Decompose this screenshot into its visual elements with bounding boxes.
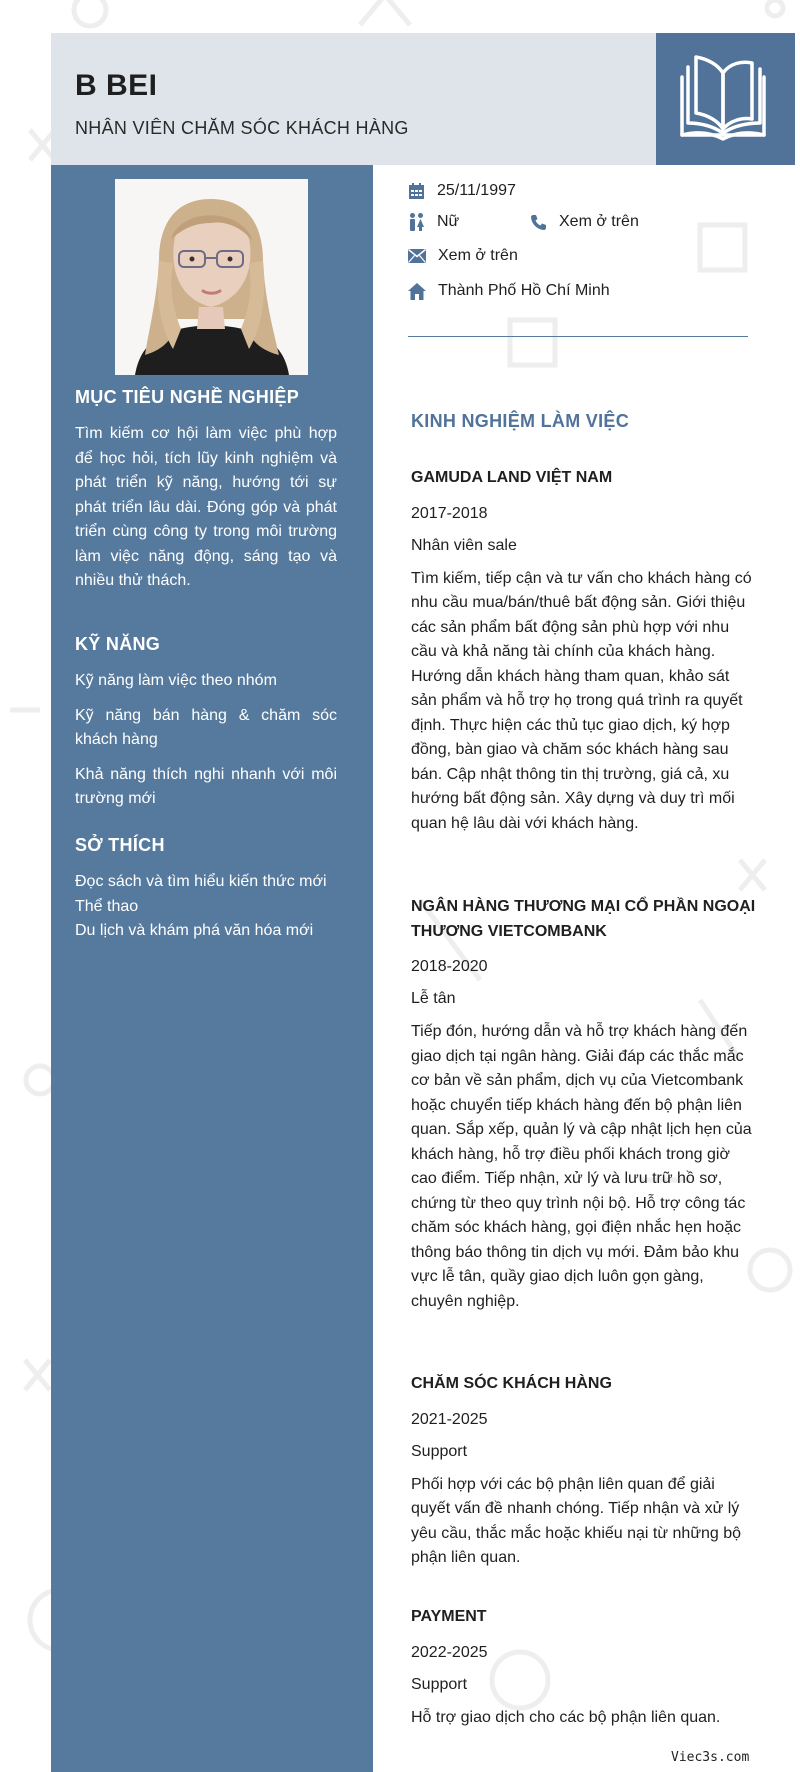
job-title: NHÂN VIÊN CHĂM SÓC KHÁCH HÀNG xyxy=(75,118,409,138)
phone-icon xyxy=(530,214,547,231)
birthday-row xyxy=(408,179,516,203)
hobbies-section xyxy=(75,835,337,944)
job-description: Tiếp đón, hướng dẫn và hỗ trợ khách hàng đến giao dịch tại ngân hàng. Giải đáp các thắc mắc cơ bản về sản phẩm, dịch vụ của Vietcombank hoặc chuyển tiếp khách hàng đến bộ phận liên quan. Sắp xếp, quản lý và cập nhật lịch hẹn của khách hàng, hỗ trợ điều phối khách trong giờ cao điểm. Tiếp nhận, xử lý và lưu trữ hồ sơ, chứng từ theo quy trình nội bộ. Hỗ trợ công tác chăm sóc khách hàng, gọi điện nhắc hẹn hoặc thông báo thông tin dịch vụ mới. Đảm bảo khu vực lễ tân, quầy giao dịch luôn gọn gàng, chuyên nghiệp. xyxy=(411,1023,752,1310)
phone-value: Xem ở trên xyxy=(559,213,639,230)
job-role: Lễ tân xyxy=(411,990,456,1007)
skill-item: Kỹ năng làm việc theo nhóm xyxy=(75,672,277,689)
resume-page xyxy=(51,33,795,1772)
phone-row xyxy=(530,210,639,234)
objective-section xyxy=(75,387,337,594)
home-icon xyxy=(408,283,426,300)
job-role: Support xyxy=(411,1442,468,1460)
calendar-icon xyxy=(408,183,425,200)
hobby-item: Đọc sách và tìm hiểu kiến thức mới xyxy=(75,873,327,890)
experience-heading: KINH NGHIỆM LÀM VIỆC xyxy=(411,411,630,431)
book-logo xyxy=(656,33,795,165)
avatar xyxy=(115,179,308,375)
job-company: NGÂN HÀNG THƯƠNG MẠI CỔ PHẦN NGOẠI THƯƠNG VIETCOMBANK xyxy=(411,898,756,940)
contact-divider xyxy=(408,336,748,337)
objective-heading: MỤC TIÊU NGHỀ NGHIỆP xyxy=(75,387,300,407)
sidebar xyxy=(51,165,373,1772)
hobbies-heading: SỞ THÍCH xyxy=(75,835,165,855)
job-description: Hỗ trợ giao dịch cho các bộ phận liên quan. xyxy=(411,1708,721,1726)
objective-text: Tìm kiếm cơ hội làm việc phù hợp để học hỏi, tích lũy kinh nghiệm và phát triển kỹ năng, hướng tới sự phát triển lâu dài. Đóng góp và phát triển cùng công ty trong môi trường làm việc năng động, sáng tạo và nhiều thử thách. xyxy=(75,425,337,589)
open-book-icon xyxy=(678,51,772,141)
hobby-item: Thể thao xyxy=(75,897,139,915)
job-period: 2018-2020 xyxy=(411,958,488,975)
birthday-value: 25/11/1997 xyxy=(437,182,516,199)
skills-heading: KỸ NĂNG xyxy=(75,634,161,654)
job-entry xyxy=(411,895,756,1314)
job-entry xyxy=(411,1605,756,1730)
job-company: PAYMENT xyxy=(411,1608,487,1625)
job-role: Support xyxy=(411,1675,468,1693)
hobby-item: Du lịch và khám phá văn hóa mới xyxy=(75,922,314,939)
job-description: Tìm kiếm, tiếp cận và tư vấn cho khách hàng có nhu cầu mua/bán/thuê bất động sản. Giới thiệu các sản phẩm bất động sản phù hợp với nhu cầu và khả năng tài chính của khách hàng. Hướng dẫn khách hàng tham quan, khảo sát sản phẩm và hỗ trợ họ trong quá trình ra quyết định. Thực hiện các thủ tục giao dịch, ký hợp đồng, bàn giao và chăm sóc khách hàng sau bán. Cập nhật thông tin thị trường, giá cả, xu hướng bất động sản. Xây dựng và duy trì mối quan hệ lâu dài với khách hàng. xyxy=(411,569,752,832)
job-company: CHĂM SÓC KHÁCH HÀNG xyxy=(411,1375,612,1392)
gender-row xyxy=(408,210,459,234)
address-row xyxy=(408,279,610,303)
skill-item: Kỹ năng bán hàng & chăm sóc khách hàng xyxy=(75,706,337,748)
candidate-name: B BEI xyxy=(75,69,158,102)
profile-photo xyxy=(115,179,308,375)
job-company: GAMUDA LAND VIỆT NAM xyxy=(411,469,613,486)
job-period: 2021-2025 xyxy=(411,1410,488,1428)
email-value: Xem ở trên xyxy=(438,247,518,264)
job-period: 2022-2025 xyxy=(411,1643,488,1661)
job-role: Nhân viên sale xyxy=(411,536,517,554)
email-row xyxy=(408,244,518,268)
address-value: Thành Phố Hồ Chí Minh xyxy=(438,282,610,299)
skill-item: Khả năng thích nghi nhanh với môi trường mới xyxy=(75,765,337,807)
site-watermark: Viec3s.com xyxy=(671,1750,750,1765)
job-description: Phối hợp với các bộ phận liên quan để giải quyết vấn đề nhanh chóng. Tiếp nhận và xử lý yêu cầu, thắc mắc hoặc khiếu nại từ những bộ phận liên quan. xyxy=(411,1475,742,1566)
gender-value: Nữ xyxy=(437,213,460,230)
envelope-icon xyxy=(408,249,426,263)
job-entry xyxy=(411,1372,756,1571)
job-entry xyxy=(411,466,756,836)
gender-icon xyxy=(408,213,425,231)
job-period: 2017-2018 xyxy=(411,504,488,522)
header xyxy=(51,33,656,165)
skills-section xyxy=(75,634,337,822)
